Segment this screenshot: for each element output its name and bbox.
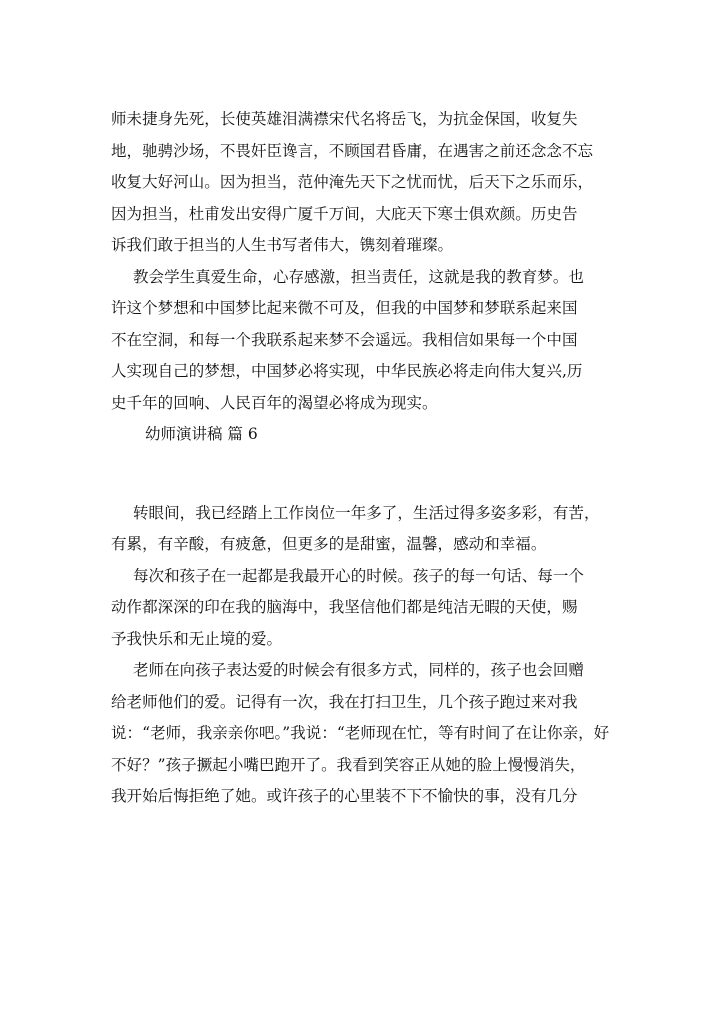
section-heading: 幼师演讲稿 篇 6 [145,425,258,443]
text-line: 我开始后悔拒绝了她。或许孩子的心里装不下不愉快的事，没有几分 [111,787,578,805]
text-line: 收复大好河山。因为担当，范仲淹先天下之忧而忧，后天下之乐而乐， [111,173,594,191]
text-line: 教会学生真爱生命，心存感激，担当责任，这就是我的教育梦。也 [133,267,584,286]
text-line: 给老师他们的爱。记得有一次，我在打扫卫生，几个孩子跑过来对我 [111,692,578,711]
text-line: 许这个梦想和中国梦比起来微不可及，但我的中国梦和梦联系起来国 [111,299,578,317]
text-line: 不在空洞，和每一个我联系起来梦不会遥远。我相信如果每一个中国 [111,330,578,349]
section-spacer [111,451,611,498]
text-line: 动作都深深的印在我的脑海中，我坚信他们都是纯洁无暇的天使，赐 [111,598,578,616]
document-body [111,104,611,813]
text-line: 每次和孩子在一起都是我最开心的时候。孩子的每一句话、每一个 [133,566,584,585]
text-line: 老师在向孩子表达爱的时候会有很多方式，同样的，孩子也会回赠 [133,661,584,679]
text-line: 不好？”孩子撅起小嘴巴跑开了。我看到笑容正从她的脸上慢慢消失， [111,755,586,774]
paragraph [111,498,611,561]
text-line: 师未捷身先死，长使英雄泪满襟宋代名将岳飞，为抗金保国，收复失 [111,110,578,128]
text-line: 人实现自己的梦想，中国梦必将实现，中华民族必将走向伟大复兴,历 [111,362,583,380]
text-line: 说：“老师，我亲亲你吧。”我说：“老师现在忙，等有时间了在让你亲，好 [111,724,610,742]
text-line: 地，驰骋沙场，不畏奸臣谗言，不顾国君昏庸，在遇害之前还念念不忘 [111,141,594,160]
paragraph [111,655,611,813]
paragraph [111,262,611,420]
text-line: 予我快乐和无止境的爱。 [111,629,283,648]
text-line: 史千年的回响、人民百年的渴望必将成为现实。 [111,393,438,412]
text-line: 转眼间，我已经踏上工作岗位一年多了，生活过得多姿多彩，有苦， [133,503,600,522]
text-line: 因为担当，杜甫发出安得广厦千万间，大庇天下寒士俱欢颜。历史告 [111,204,578,223]
text-line: 有累，有辛酸，有疲惫，但更多的是甜蜜，温馨，感动和幸福。 [111,535,547,553]
paragraph [111,561,611,656]
text-line: 诉我们敢于担当的人生书写者伟大，镌刻着璀璨。 [111,236,454,254]
paragraph [111,104,611,262]
